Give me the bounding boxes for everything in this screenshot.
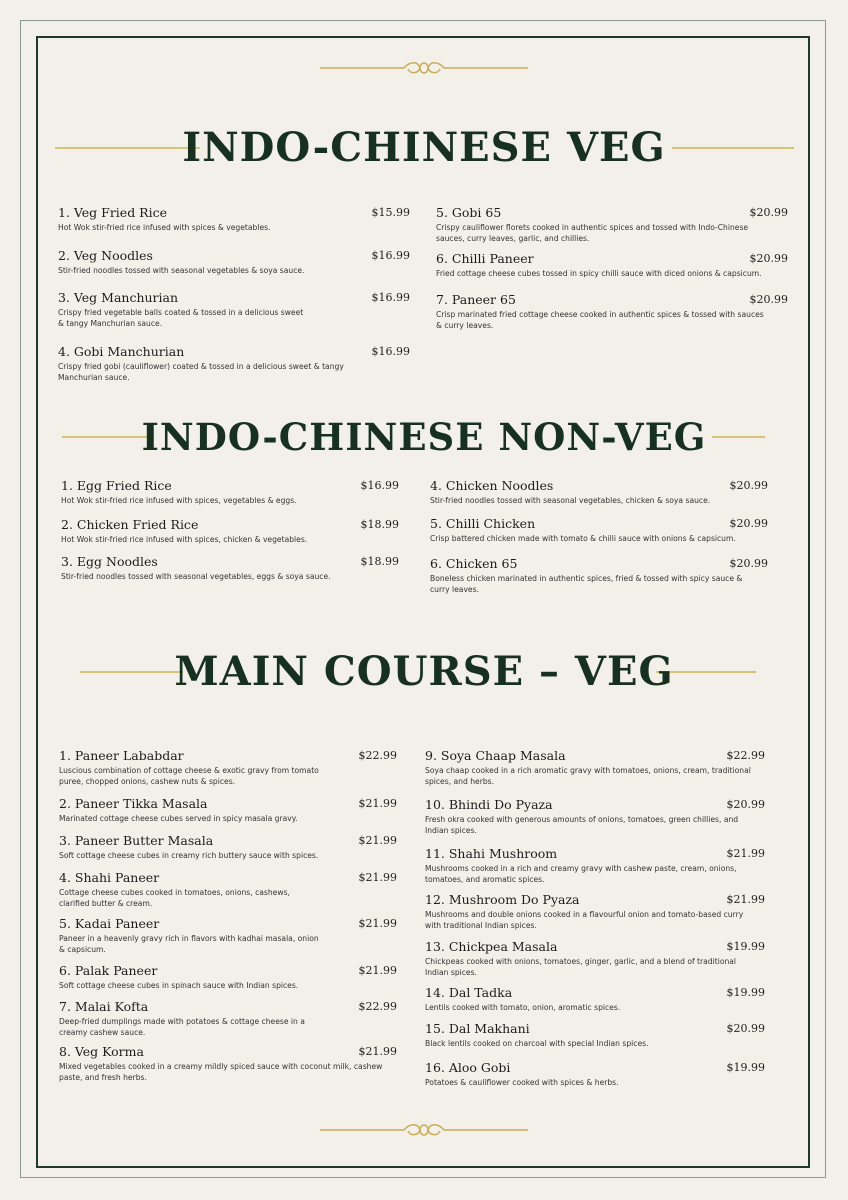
menu-item-name: 2. Veg Noodles [58, 248, 153, 263]
menu-item-price: $20.99 [729, 517, 768, 530]
menu-item-price: $21.99 [726, 893, 765, 906]
section-title-main-course-veg: MAIN COURSE – VEG [174, 648, 674, 695]
menu-item-price: $16.99 [371, 249, 410, 262]
menu-item-description: Black lentils cooked on charcoal with special Indian spices. [425, 1039, 649, 1048]
menu-item-description: Crisp battered chicken made with tomato & chilli sauce with onions & capsicum. [430, 534, 736, 543]
menu-item-name: 10. Bhindi Do Pyaza [425, 797, 553, 812]
menu-item-name: 14. Dal Tadka [425, 985, 513, 1000]
menu-item-name: 6. Chilli Paneer [436, 251, 534, 266]
menu-item-name: 7. Malai Kofta [59, 999, 149, 1014]
bottom-ornament-icon [320, 1122, 528, 1138]
menu-item-price: $15.99 [371, 206, 410, 219]
menu-item-description: Mixed vegetables cooked in a creamy mildly spiced sauce with coconut milk, cashew paste, and fresh herbs. [59, 1062, 383, 1082]
menu-item-name: 3. Paneer Butter Masala [59, 833, 214, 848]
menu-item-price: $20.99 [726, 798, 765, 811]
menu-item-description: Hot Wok stir-fried rice infused with spices, chicken & vegetables. [61, 535, 308, 544]
section-title-indo-chinese-veg: INDO-CHINESE VEG [182, 124, 666, 171]
menu-item-name: 4. Chicken Noodles [430, 478, 554, 493]
menu-item-price: $19.99 [726, 1061, 765, 1074]
menu-item-price: $20.99 [749, 206, 788, 219]
menu-item-name: 15. Dal Makhani [425, 1021, 530, 1036]
menu-item-name: 2. Chicken Fried Rice [61, 517, 199, 532]
menu-item-name: 3. Veg Manchurian [58, 290, 179, 305]
menu-item-name: 13. Chickpea Masala [425, 939, 558, 954]
menu-item-price: $21.99 [358, 1045, 397, 1058]
menu-item-description: Crispy cauliflower florets cooked in authentic spices and tossed with Indo-Chinese sauces, curry leaves, garlic, and chillies. [436, 223, 749, 243]
section-title-indo-chinese-non-veg: INDO-CHINESE NON-VEG [141, 415, 707, 459]
menu-item-description: Soft cottage cheese cubes in creamy rich buttery sauce with spices. [59, 851, 319, 860]
menu-item-description: Mushrooms cooked in a rich and creamy gravy with cashew paste, cream, onions, tomatoes, and aromatic spices. [425, 864, 737, 884]
menu-item-price: $19.99 [726, 986, 765, 999]
menu-item-name: 6. Palak Paneer [59, 963, 158, 978]
menu-item-description: Stir-fried noodles tossed with seasonal vegetables, chicken & soya sauce. [430, 496, 711, 505]
menu-item-name: 1. Egg Fried Rice [61, 478, 172, 493]
menu-item-description: Boneless chicken marinated in authentic spices, fried & tossed with spicy sauce & curry leaves. [430, 574, 743, 594]
menu-item-price: $18.99 [360, 555, 399, 568]
menu-item-description: Marinated cottage cheese cubes served in spicy masala gravy. [59, 814, 298, 823]
menu-item-description: Stir-fried noodles tossed with seasonal vegetables & soya sauce. [58, 266, 305, 275]
menu-item-description: Mushrooms and double onions cooked in a flavourful onion and tomato-based curry with traditional Indian spices. [425, 910, 744, 930]
menu-item-price: $22.99 [358, 1000, 397, 1013]
menu-item-name: 7. Paneer 65 [436, 292, 516, 307]
menu-item-name: 4. Gobi Manchurian [58, 344, 185, 359]
menu-item-description: Crisp marinated fried cottage cheese cooked in authentic spices & tossed with sauces & curry leaves. [436, 310, 764, 330]
menu-item-price: $16.99 [360, 479, 399, 492]
menu-item-name: 12. Mushroom Do Pyaza [425, 892, 580, 907]
menu-item-price: $21.99 [358, 797, 397, 810]
menu-item-name: 6. Chicken 65 [430, 556, 518, 571]
menu-item-price: $21.99 [358, 964, 397, 977]
menu-item-price: $22.99 [726, 749, 765, 762]
menu-item-name: 8. Veg Korma [59, 1044, 144, 1059]
menu-item-name: 9. Soya Chaap Masala [425, 748, 566, 763]
menu-item-description: Soya chaap cooked in a rich aromatic gravy with tomatoes, onions, cream, traditional spices, and herbs. [425, 766, 751, 786]
menu-item-description: Chickpeas cooked with onions, tomatoes, ginger, garlic, and a blend of traditional Indian spices. [425, 957, 737, 977]
menu-item-name: 2. Paneer Tikka Masala [59, 796, 208, 811]
menu-item-description: Potatoes & cauliflower cooked with spices & herbs. [425, 1078, 619, 1087]
menu-item-description: Stir-fried noodles tossed with seasonal vegetables, eggs & soya sauce. [61, 572, 331, 581]
menu-item-price: $20.99 [749, 293, 788, 306]
menu-item-price: $16.99 [371, 345, 410, 358]
menu-item-price: $20.99 [729, 557, 768, 570]
menu-item-description: Crispy fried gobi (cauliflower) coated & tossed in a delicious sweet & tangy Manchurian sauce. [58, 362, 344, 382]
menu-item-price: $21.99 [726, 847, 765, 860]
menu-item-price: $16.99 [371, 291, 410, 304]
menu-item-name: 1. Veg Fried Rice [58, 205, 167, 220]
menu-item-name: 1. Paneer Lababdar [59, 748, 184, 763]
menu-item-price: $22.99 [358, 749, 397, 762]
menu-item-description: Deep-fried dumplings made with potatoes & cottage cheese in a creamy cashew sauce. [59, 1017, 305, 1037]
menu-item-description: Lentils cooked with tomato, onion, aromatic spices. [425, 1003, 621, 1012]
menu-item-description: Fried cottage cheese cubes tossed in spicy chilli sauce with diced onions & capsicum. [436, 269, 762, 278]
menu-item-name: 11. Shahi Mushroom [425, 846, 558, 861]
menu-item-price: $18.99 [360, 518, 399, 531]
menu-item-price: $20.99 [729, 479, 768, 492]
menu-item-name: 16. Aloo Gobi [425, 1060, 511, 1075]
menu-item-price: $21.99 [358, 917, 397, 930]
menu-item-name: 5. Kadai Paneer [59, 916, 160, 931]
menu-item-description: Luscious combination of cottage cheese & exotic gravy from tomato puree, chopped onions, cashew nuts & spices. [59, 766, 319, 786]
menu-item-name: 5. Gobi 65 [436, 205, 502, 220]
menu-item-name: 4. Shahi Paneer [59, 870, 160, 885]
menu-item-description: Cottage cheese cubes cooked in tomatoes, onions, cashews, clarified butter & cream. [59, 888, 290, 908]
menu-item-description: Crispy fried vegetable balls coated & tossed in a delicious sweet & tangy Manchurian sauce. [58, 308, 304, 328]
menu-item-price: $19.99 [726, 940, 765, 953]
menu-item-name: 3. Egg Noodles [61, 554, 158, 569]
menu-item-description: Paneer in a heavenly gravy rich in flavors with kadhai masala, onion & capsicum. [59, 934, 319, 954]
top-ornament-icon [320, 60, 528, 76]
menu-item-price: $21.99 [358, 834, 397, 847]
menu-item-name: 5. Chilli Chicken [430, 516, 536, 531]
menu-item-price: $20.99 [749, 252, 788, 265]
menu-item-description: Hot Wok stir-fried rice infused with spices, vegetables & eggs. [61, 496, 297, 505]
menu-item-description: Soft cottage cheese cubes in spinach sauce with Indian spices. [59, 981, 299, 990]
menu-item-description: Fresh okra cooked with generous amounts of onions, tomatoes, green chillies, and Indian spices. [425, 815, 739, 835]
menu-item-price: $20.99 [726, 1022, 765, 1035]
menu-item-price: $21.99 [358, 871, 397, 884]
menu-item-description: Hot Wok stir-fried rice infused with spices & vegetables. [58, 223, 271, 232]
